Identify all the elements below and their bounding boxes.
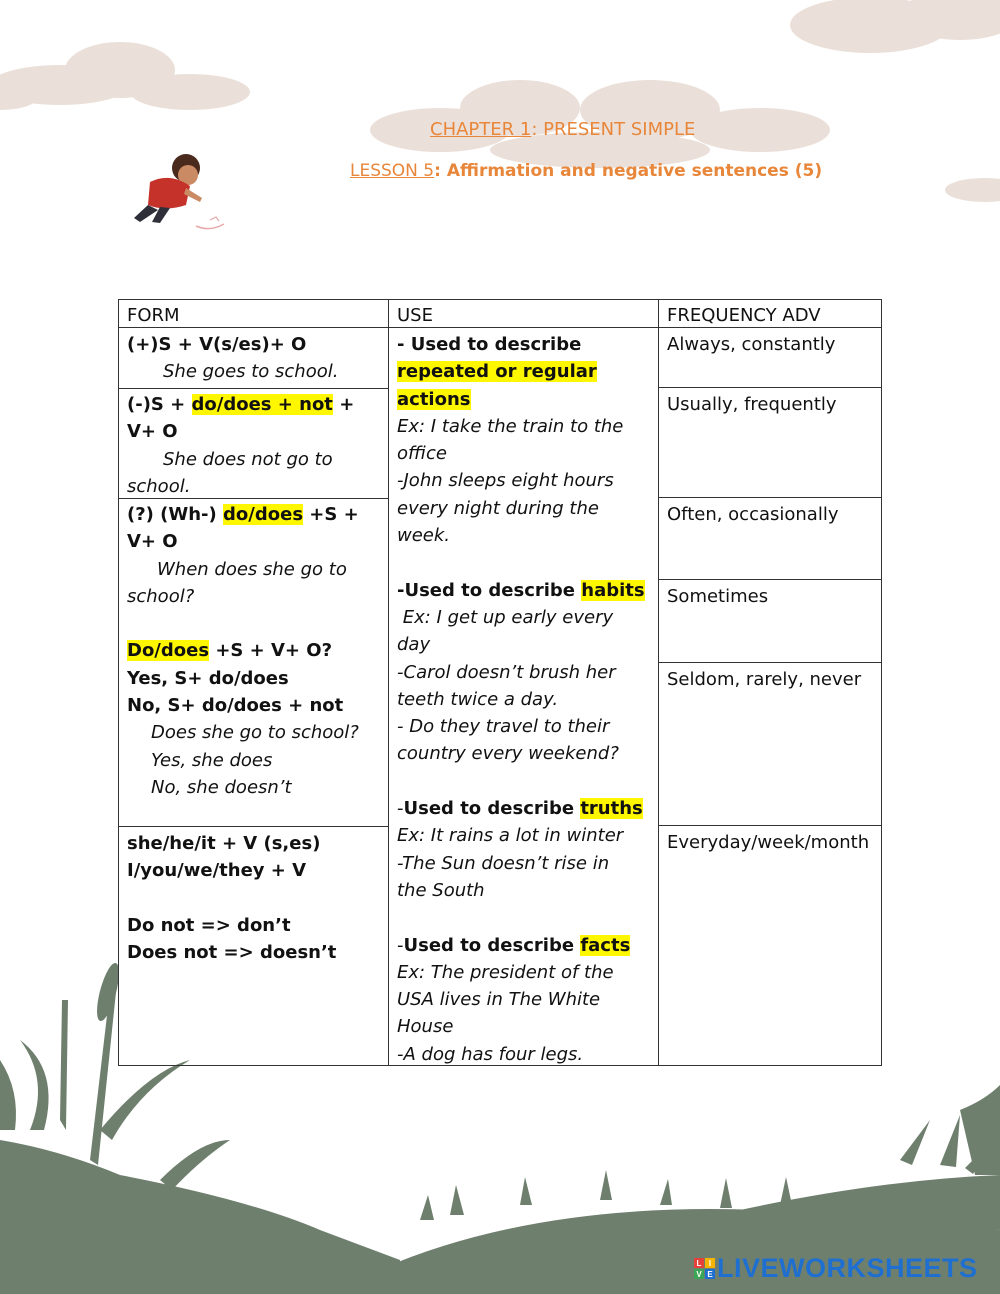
- header-frequency: FREQUENCY ADV: [667, 305, 821, 326]
- use-facts-example-4: -A dog has four legs.: [397, 1043, 584, 1065]
- negative-formula-line2: V+ O: [127, 421, 178, 443]
- spacer: [397, 549, 651, 576]
- header-form: FORM: [127, 305, 180, 326]
- use-habits-highlight: habits: [581, 579, 645, 601]
- lesson-title: [350, 161, 822, 181]
- negative-example-1: She does not go to: [163, 448, 333, 470]
- use-truths-example-1: Ex: It rains a lot in winter: [397, 825, 624, 847]
- use-habits-example-2: day: [397, 634, 431, 656]
- contraction-dont: Do not => don’t: [127, 914, 291, 936]
- logo-letter-l: L: [694, 1258, 704, 1268]
- agreement-third-person: she/he/it + V (s,es): [127, 833, 321, 854]
- form-affirmative: [119, 329, 389, 388]
- grammar-table: [118, 299, 882, 1066]
- use-truths-highlight: truths: [580, 798, 643, 820]
- question-formula-line2: V+ O: [127, 531, 178, 553]
- negative-example-2: school.: [127, 475, 191, 497]
- question-formula: [127, 501, 381, 528]
- yes-no-example-yes: Yes, she does: [151, 749, 273, 771]
- use-habits-example-3: -Carol doesn’t brush her: [397, 661, 616, 683]
- logo-letter-i: I: [705, 1258, 715, 1268]
- negative-suffix: +: [332, 394, 355, 415]
- logo-mark-icon: [694, 1258, 715, 1279]
- negative-prefix: (-)S +: [127, 394, 192, 415]
- use-truths-example-3: the South: [397, 879, 485, 901]
- no-answer-formula: No, S+ do/does + not: [127, 695, 344, 717]
- spacer: [127, 610, 381, 637]
- row-divider: [659, 662, 881, 663]
- use-repeated-example-3: -John sleeps eight hours: [397, 470, 614, 492]
- question-example-1: When does she go to: [157, 558, 347, 580]
- row-divider: [659, 825, 881, 826]
- use-habits-example-4: teeth twice a day.: [397, 688, 559, 710]
- use-repeated-example-1: Ex: I take the train to the: [397, 415, 624, 437]
- row-divider: [659, 387, 881, 388]
- contraction-doesnt: Does not => doesn’t: [127, 942, 337, 964]
- use-facts-highlight: facts: [580, 934, 631, 956]
- use-repeated-text: Used to describe: [410, 334, 582, 355]
- negative-formula: [127, 391, 381, 418]
- question-prefix: (?) (Wh-): [127, 504, 224, 525]
- form-negative: [119, 389, 389, 502]
- use-repeated-example-4: every night during the: [397, 497, 599, 519]
- lesson-link[interactable]: LESSON 5: [350, 161, 435, 181]
- boy-illustration: [134, 154, 224, 229]
- row-divider: [659, 497, 881, 498]
- question-suffix: +S +: [303, 504, 359, 525]
- logo-letter-e: E: [705, 1269, 715, 1279]
- use-repeated-highlight-1: repeated or regular: [397, 361, 597, 383]
- header-use: USE: [397, 305, 433, 326]
- freq-seldom: Seldom, rarely, never: [667, 669, 862, 690]
- spacer: [127, 885, 381, 912]
- lesson-title-rest: : Affirmation and negative sentences (5): [434, 161, 823, 181]
- use-habits-example-1: Ex: I get up early every: [397, 606, 614, 628]
- use-repeated-example-5: week.: [397, 525, 451, 547]
- chapter-link[interactable]: CHAPTER 1: [430, 119, 532, 140]
- yes-no-highlight: Do/does: [127, 640, 210, 662]
- use-truths-label: [397, 795, 651, 822]
- logo-text: LIVEWORKSHEETS: [717, 1253, 978, 1283]
- use-facts-text: Used to describe: [403, 934, 581, 956]
- freq-sometimes: Sometimes: [667, 586, 769, 607]
- yes-no-suffix: +S + V+ O?: [209, 640, 333, 662]
- row-divider: [119, 826, 389, 827]
- use-repeated-label: [397, 331, 651, 358]
- yes-no-formula: [127, 637, 381, 664]
- yes-no-example-no: No, she doesn’t: [151, 776, 292, 798]
- logo-letter-v: V: [694, 1269, 704, 1279]
- use-facts-dash: -: [397, 934, 404, 956]
- use-habits-text: -Used to describe: [397, 579, 582, 601]
- affirmative-example: She goes to school.: [163, 361, 339, 383]
- freq-everyday: Everyday/week/month: [667, 832, 870, 853]
- affirmative-formula: (+)S + V(s/es)+ O: [127, 334, 307, 355]
- use-repeated-dash: -: [397, 334, 411, 355]
- use-habits-label: [397, 577, 651, 604]
- use-repeated-highlight-2: actions: [397, 388, 471, 410]
- use-facts-label: [397, 932, 651, 959]
- use-repeated-example-2: office: [397, 443, 447, 465]
- use-column: [389, 329, 659, 1070]
- chapter-title: [430, 119, 695, 140]
- freq-often: Often, occasionally: [667, 504, 839, 525]
- question-example-2: school?: [127, 585, 195, 607]
- use-habits-example-6: country every weekend?: [397, 743, 619, 765]
- use-habits-example-5: - Do they travel to their: [397, 716, 610, 738]
- spacer: [397, 904, 651, 931]
- chapter-title-rest: : PRESENT SIMPLE: [531, 119, 696, 140]
- form-question: [119, 499, 389, 803]
- row-divider: [659, 579, 881, 580]
- use-truths-text: Used to describe: [403, 798, 581, 820]
- agreement-others: I/you/we/they + V: [127, 860, 307, 882]
- freq-always: Always, constantly: [667, 334, 836, 355]
- yes-no-example-question: Does she go to school?: [151, 722, 359, 744]
- form-agreement: [119, 828, 389, 968]
- negative-highlight: do/does + not: [191, 394, 333, 415]
- yes-answer-formula: Yes, S+ do/does: [127, 667, 289, 689]
- use-facts-example-1: Ex: The president of the: [397, 961, 614, 983]
- use-truths-example-2: -The Sun doesn’t rise in: [397, 852, 610, 874]
- spacer: [397, 768, 651, 795]
- use-facts-example-3: House: [397, 1016, 454, 1038]
- question-highlight: do/does: [223, 504, 304, 525]
- freq-usually: Usually, frequently: [667, 394, 837, 415]
- liveworksheets-logo[interactable]: [694, 1253, 978, 1284]
- use-facts-example-2: USA lives in The White: [397, 989, 601, 1011]
- use-truths-dash: -: [397, 798, 404, 820]
